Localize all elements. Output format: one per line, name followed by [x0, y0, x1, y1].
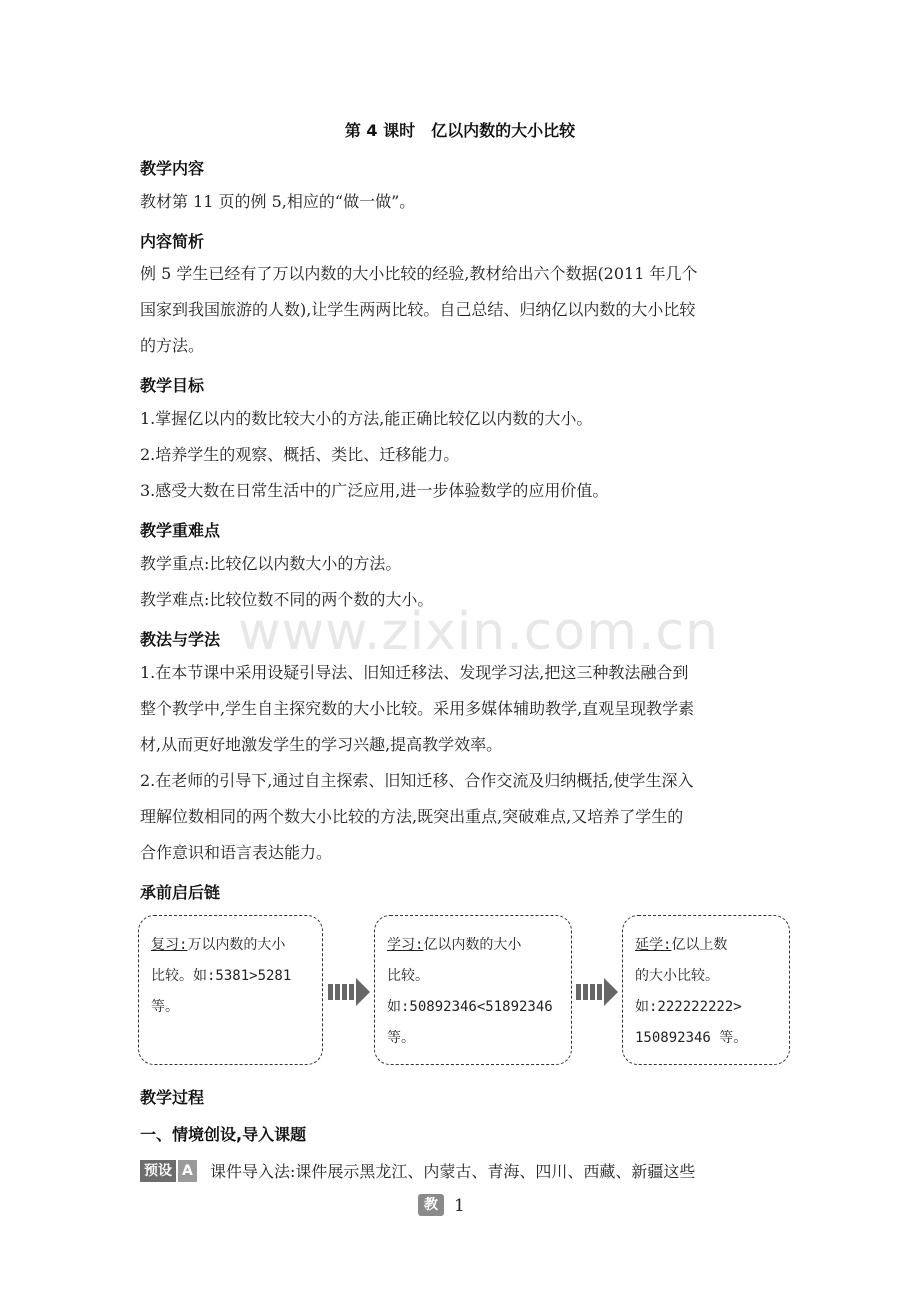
methods-line: 材,从而更好地激发学生的学习兴趣,提高教学效率。	[140, 735, 503, 754]
chain-box-label: 复习:	[151, 937, 188, 953]
preset-letter: A	[178, 1160, 197, 1182]
chain-box-line: 比较。	[387, 968, 429, 984]
right-arrow-icon	[576, 978, 618, 1006]
chain-box-line: 万以内数的大小	[187, 937, 286, 953]
page-title: 第 4 课时 亿以内数的大小比较	[344, 121, 576, 140]
chain-box-line: 等。	[151, 999, 179, 1015]
analysis-line: 国家到我国旅游的人数),让学生两两比较。自己总结、归纳亿以内数的大小比较	[140, 300, 696, 319]
content-text: 教材第 11 页的例 5,相应的“做一做”。	[140, 192, 416, 211]
chain-box-label: 学习:	[387, 937, 424, 953]
methods-line: 合作意识和语言表达能力。	[140, 843, 333, 862]
chain-box-label: 延学:	[635, 937, 672, 953]
chain-box-line: 如:50892346<51892346	[387, 999, 553, 1015]
section-heading-goals: 教学目标	[140, 376, 205, 395]
section-heading-methods: 教法与学法	[140, 630, 221, 649]
chain-box-line: 亿以内数的大小	[423, 937, 522, 953]
section-heading-analysis: 内容简析	[140, 232, 205, 251]
watermark: www.zixin.com.cn	[238, 602, 719, 662]
methods-line: 1.在本节课中采用设疑引导法、旧知迁移法、发现学习法,把这三种教法融合到	[140, 663, 689, 682]
chain-box-review	[138, 915, 323, 1065]
section-heading-content: 教学内容	[140, 159, 205, 178]
preset-label: 预设	[140, 1160, 176, 1182]
goal-item: 2.培养学生的观察、概括、类比、迁移能力。	[140, 445, 460, 464]
chain-box-line: 等。	[387, 1030, 415, 1046]
right-arrow-icon	[328, 978, 370, 1006]
footer-badge: 教	[418, 1194, 444, 1216]
analysis-line: 的方法。	[140, 336, 205, 355]
chain-box-line: 比较。如:5381>5281	[151, 968, 292, 984]
keypoint-item: 教学重点:比较亿以内数大小的方法。	[140, 554, 402, 573]
methods-line: 2.在老师的引导下,通过自主探索、旧知迁移、合作交流及归纳概括,使学生深入	[140, 771, 694, 790]
chain-box-line: 150892346 等。	[635, 1030, 748, 1046]
page-number: 1	[454, 1196, 465, 1216]
chain-box-line: 亿以上数	[671, 937, 728, 953]
section-heading-keypoints: 教学重难点	[140, 521, 221, 540]
chain-box-line: 如:222222222>	[635, 999, 742, 1015]
chain-box-extend	[622, 915, 790, 1065]
preset-badge	[140, 1160, 197, 1182]
methods-line: 理解位数相同的两个数大小比较的方法,既突出重点,突破难点,又培养了学生的	[140, 807, 684, 826]
goal-item: 3.感受大数在日常生活中的广泛应用,进一步体验数学的应用价值。	[140, 481, 609, 500]
keypoint-item: 教学难点:比较位数不同的两个数的大小。	[140, 590, 434, 609]
goal-item: 1.掌握亿以内的数比较大小的方法,能正确比较亿以内数的大小。	[140, 409, 593, 428]
chain-box-line: 的大小比较。	[635, 968, 719, 984]
preset-text: 课件导入法:课件展示黑龙江、内蒙古、青海、四川、西藏、新疆这些	[210, 1162, 696, 1181]
process-sub-heading: 一、情境创设,导入课题	[140, 1125, 307, 1144]
methods-line: 整个教学中,学生自主探究数的大小比较。采用多媒体辅助教学,直观呈现教学素	[140, 699, 695, 718]
chain-box-learn	[374, 915, 572, 1065]
section-heading-chain: 承前启后链	[140, 883, 221, 902]
analysis-line: 例 5 学生已经有了万以内数的大小比较的经验,教材给出六个数据(2011 年几个	[140, 264, 698, 283]
section-heading-process: 教学过程	[140, 1088, 205, 1107]
